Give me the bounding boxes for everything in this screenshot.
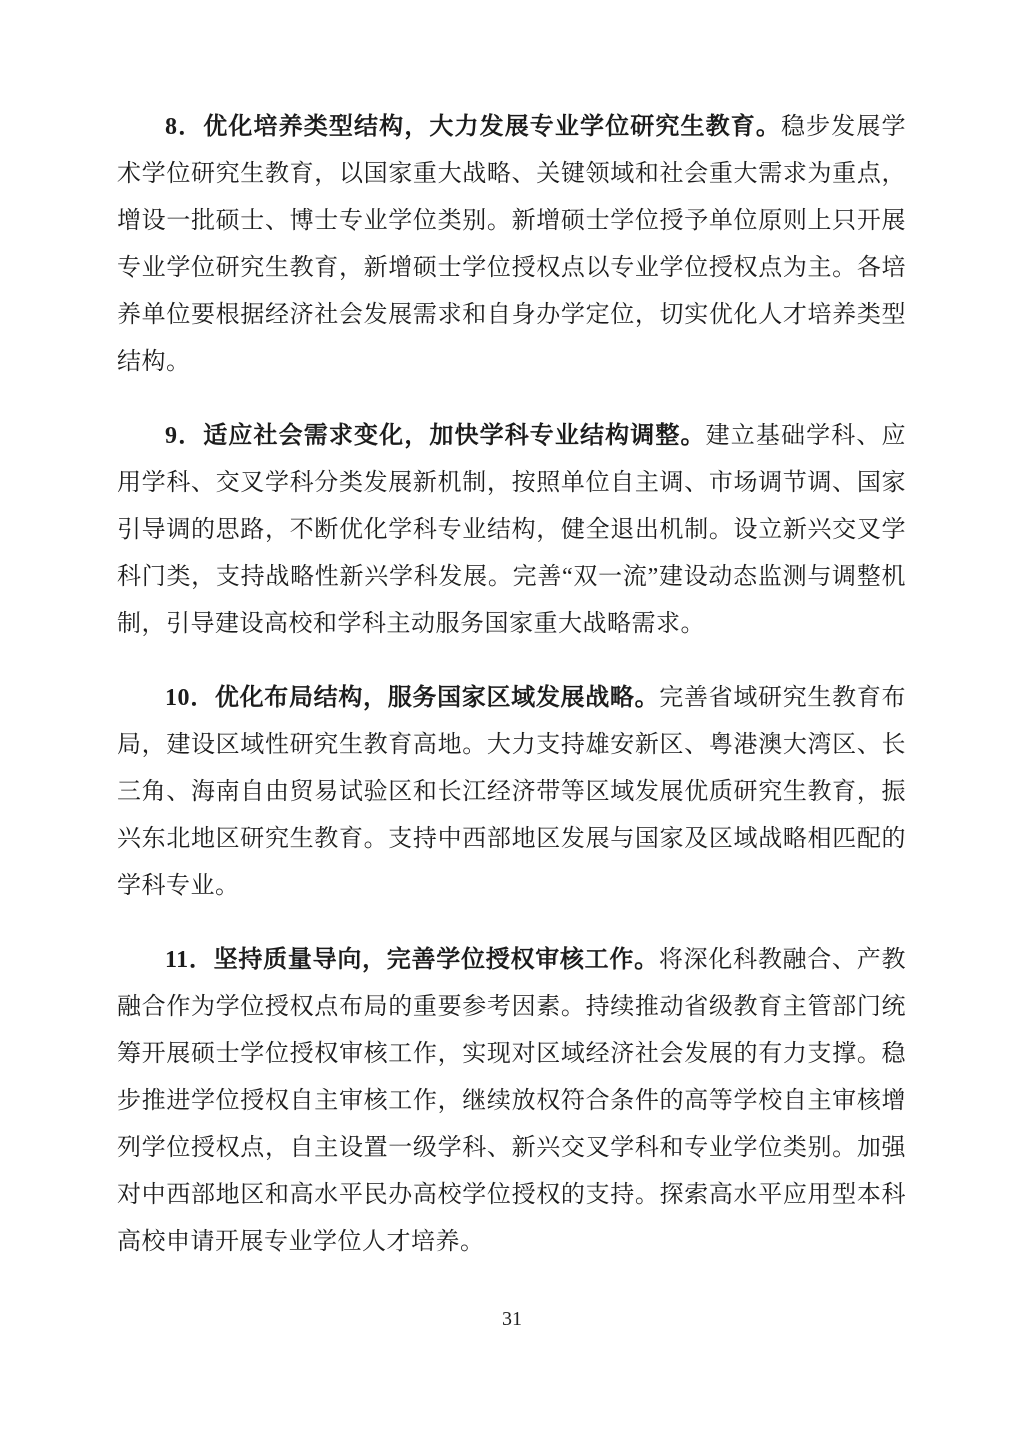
paragraph-9-body: 建立基础学科、应用学科、交叉学科分类发展新机制，按照单位自主调、市场调节调、国家引导调的思路，不断优化学科专业结构，健全退出机制。设立新兴交叉学科门类，支持战略性新兴学科发展。完善“双一流”建设动态监测与调整机制，引导建设高校和学科主动服务国家重大战略需求。 — [117, 423, 907, 637]
paragraph-8-heading: 8．优化培养类型结构，大力发展专业学位研究生教育。 — [165, 114, 782, 140]
page-number: 31 — [502, 1308, 522, 1330]
paragraph-11 — [117, 937, 906, 1266]
paragraph-10-heading: 10．优化布局结构，服务国家区域发展战略。 — [165, 685, 660, 711]
paragraph-11-heading: 11．坚持质量导向，完善学位授权审核工作。 — [165, 947, 659, 973]
paragraph-8-body: 稳步发展学术学位研究生教育，以国家重大战略、关键领域和社会重大需求为重点，增设一批硕士、博士专业学位类别。新增硕士学位授予单位原则上只开展专业学位研究生教育，新增硕士学位授权点以专业学位授权点为主。各培养单位要根据经济社会发展需求和自身办学定位，切实优化人才培养类型结构。 — [117, 114, 906, 375]
paragraph-9-heading: 9．适应社会需求变化，加快学科专业结构调整。 — [165, 423, 706, 449]
paragraph-11-body: 将深化科教融合、产教融合作为学位授权点布局的重要参考因素。持续推动省级教育主管部门统筹开展硕士学位授权审核工作，实现对区域经济社会发展的有力支撑。稳步推进学位授权自主审核工作，继续放权符合条件的高等学校自主审核增列学位授权点，自主设置一级学科、新兴交叉学科和专业学位类别。加强对中西部地区和高水平民办高校学位授权的支持。探索高水平应用型本科高校申请开展专业学位人才培养。 — [117, 947, 906, 1255]
paragraph-10-body: 完善省域研究生教育布局，建设区域性研究生教育高地。大力支持雄安新区、粤港澳大湾区、长三角、海南自由贸易试验区和长江经济带等区域发展优质研究生教育，振兴东北地区研究生教育。支持中西部地区发展与国家及区域战略相匹配的学科专业。 — [117, 685, 907, 899]
paragraph-8 — [117, 104, 906, 386]
paragraph-9 — [117, 413, 906, 648]
paragraph-10 — [117, 675, 906, 910]
